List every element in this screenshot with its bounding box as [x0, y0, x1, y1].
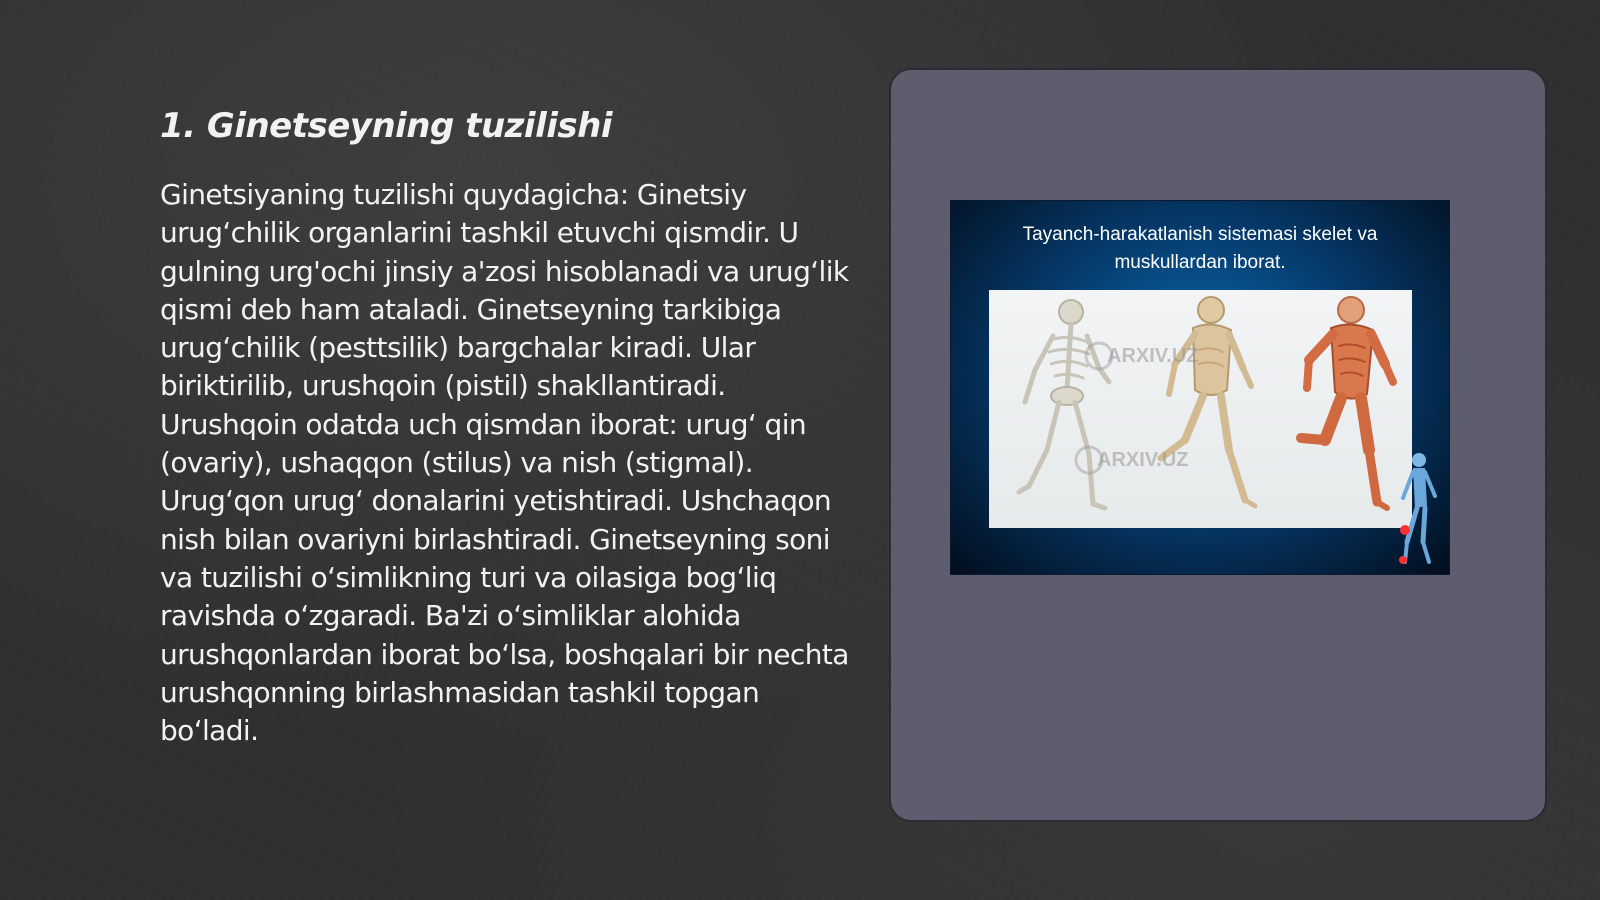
embedded-caption — [971, 221, 1429, 277]
embedded-caption-line-1: Tayanch-harakatlanish sistemasi skelet va — [1022, 224, 1378, 245]
embedded-caption-line-2: muskullardan iborat. — [1114, 252, 1286, 273]
glowing-body-icon — [1385, 450, 1445, 570]
watermark-top: ARXIV.UZ — [1107, 345, 1199, 367]
embedded-slide-image — [950, 200, 1450, 575]
corner-figure — [1385, 450, 1445, 570]
organ-figure — [1161, 297, 1255, 506]
watermark-bottom: ARXIV.UZ — [1097, 449, 1189, 471]
slide-paragraph: Ginetsiyaning tuzilishi quydagicha: Ginetsiy urug‘chilik organlarini tashkil etuvchi qismdir. U gulning urg'ochi jinsiy a'zosi hisoblanadi va urug‘lik qismi deb ham ataladi. Ginetseyning tarkibiga urug‘chilik (pesttsilik) bargchalar kiradi. Ular biriktirilib, urushqoin (pistil) shakllantiradi. Urushqoin odatda uch qismdan iborat: urug‘ qin (ovariy), ushaqqon (stilus) va nish (stigmal). Urug‘qon urug‘ donalarini yetishtiradi. Ushchaqon nish bilan ovariyni birlashtiradi. Ginetseyning soni va tuzilishi o‘simlikning turi va oilasiga bog‘liq ravishda o‘zgaradi. Ba'zi o‘simliklar alohida urushqonlardan iborat bo‘lsa, boshqalari bir nechta urushqonning birlashmasidan tashkil topgan bo‘ladi. — [160, 178, 849, 748]
muscle-figure — [1301, 297, 1393, 508]
anatomy-illustration — [989, 290, 1412, 528]
anatomy-figure — [989, 290, 1412, 528]
slide-heading: 1. Ginetseyning tuzilishi — [160, 106, 612, 146]
text-column — [160, 104, 850, 750]
skeleton-figure — [1019, 300, 1109, 508]
